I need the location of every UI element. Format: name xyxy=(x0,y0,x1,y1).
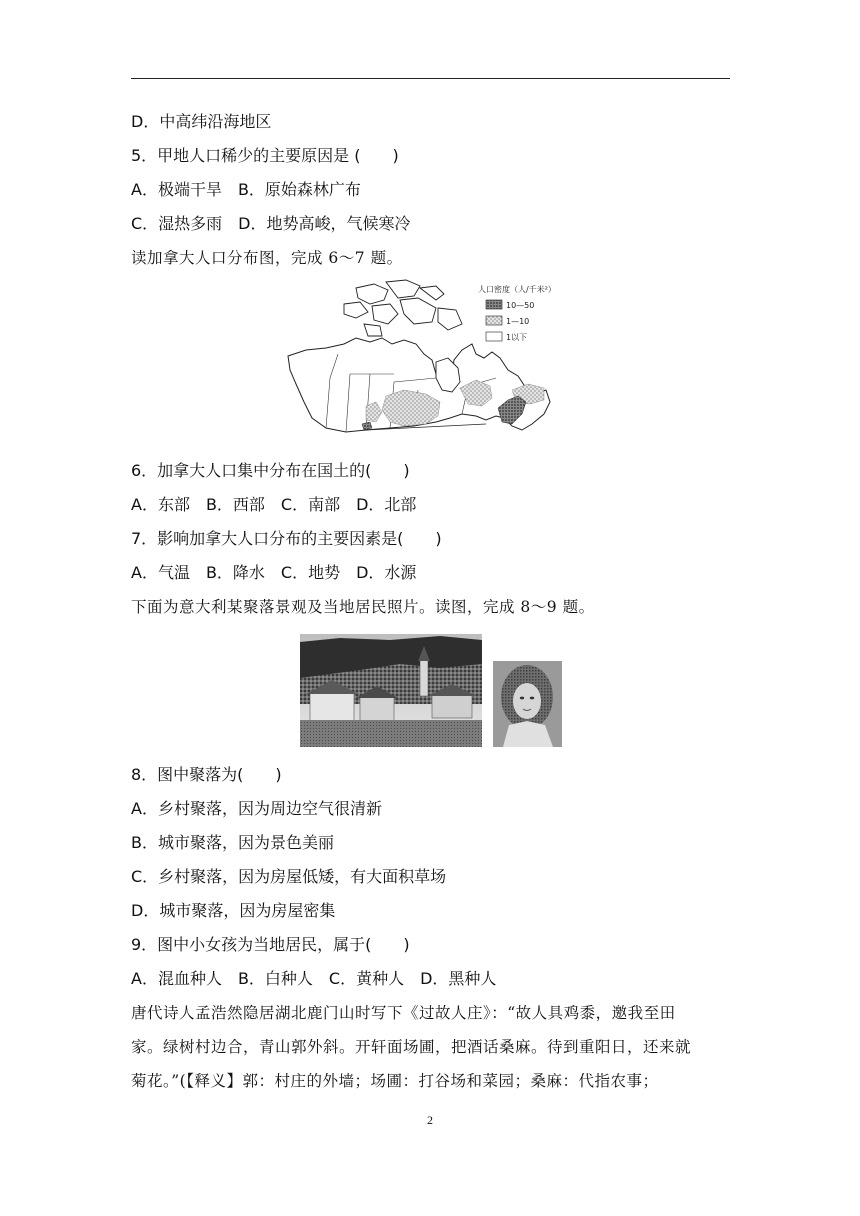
question-8-option-a: A．乡村聚落，因为周边空气很清新 xyxy=(131,799,382,818)
legend-swatch-high xyxy=(486,300,502,309)
poem-intro-line-2: 家。绿树村边合，青山郭外斜。开轩面场圃，把酒话桑麻。待到重阳日，还来就 xyxy=(131,1038,692,1056)
header-rule xyxy=(131,78,730,79)
question-6-options: A．东部 B．西部 C．南部 D．北部 xyxy=(131,495,417,514)
question-7: 7．影响加拿大人口分布的主要因素是( ) xyxy=(131,529,442,548)
question-7-options: A．气温 B．降水 C．地势 D．水源 xyxy=(131,563,417,582)
italian-settlement-photo xyxy=(300,634,482,747)
question-8-option-d: D．城市聚落，因为房屋密集 xyxy=(131,901,336,920)
arctic-islands xyxy=(344,280,462,336)
poem-intro-line-3: 菊花。”(【释义】郭：村庄的外墙；场圃：打谷场和菜园；桑麻：代指农事； xyxy=(131,1072,659,1090)
eye-left xyxy=(520,697,524,700)
question-5: 5．甲地人口稀少的主要原因是 ( ) xyxy=(131,146,399,165)
legend-label-mid: 1—10 xyxy=(506,317,530,326)
eye-right xyxy=(530,697,534,700)
question-8-option-c: C．乡村聚落，因为房屋低矮，有大面积草场 xyxy=(131,867,447,886)
instruction-8-9: 下面为意大利某聚落景观及当地居民照片。读图，完成 8～9 题。 xyxy=(131,598,595,616)
instruction-6-7: 读加拿大人口分布图，完成 6～7 题。 xyxy=(131,249,403,267)
question-5-options-ab: A．极端干旱 B．原始森林广布 xyxy=(131,180,361,199)
question-6: 6．加拿大人口集中分布在国土的( ) xyxy=(131,461,410,480)
house-left xyxy=(310,692,354,722)
face xyxy=(513,683,541,719)
option-5d-prev: D．中高纬沿海地区 xyxy=(131,112,272,131)
house-center xyxy=(360,696,394,722)
canada-population-map xyxy=(286,278,588,438)
legend-label-low: 1以下 xyxy=(506,333,528,342)
question-9-options: A．混血种人 B．白种人 C．黄种人 D．黑种人 xyxy=(131,969,497,988)
page-number: 2 xyxy=(427,1113,433,1127)
question-9: 9．图中小女孩为当地居民，属于( ) xyxy=(131,935,410,954)
question-8: 8．图中聚落为( ) xyxy=(131,765,282,784)
house-right xyxy=(432,694,472,718)
meadow xyxy=(300,720,482,747)
legend-swatch-mid xyxy=(486,316,502,325)
question-5-options-cd: C．湿热多雨 D．地势高峻，气候寒冷 xyxy=(131,214,411,233)
poem-intro-line-1: 唐代诗人孟浩然隐居湖北鹿门山时写下《过故人庄》：“故人具鸡黍，邀我至田 xyxy=(131,1004,676,1022)
legend-label-high: 10—50 xyxy=(506,301,535,310)
legend-title: 人口密度（人/千米²） xyxy=(478,285,556,294)
church-tower xyxy=(420,660,428,696)
question-8-option-b: B．城市聚落，因为景色美丽 xyxy=(131,833,334,852)
legend-swatch-low xyxy=(486,332,502,341)
girl-portrait-photo xyxy=(493,661,562,747)
map-legend xyxy=(478,284,556,342)
